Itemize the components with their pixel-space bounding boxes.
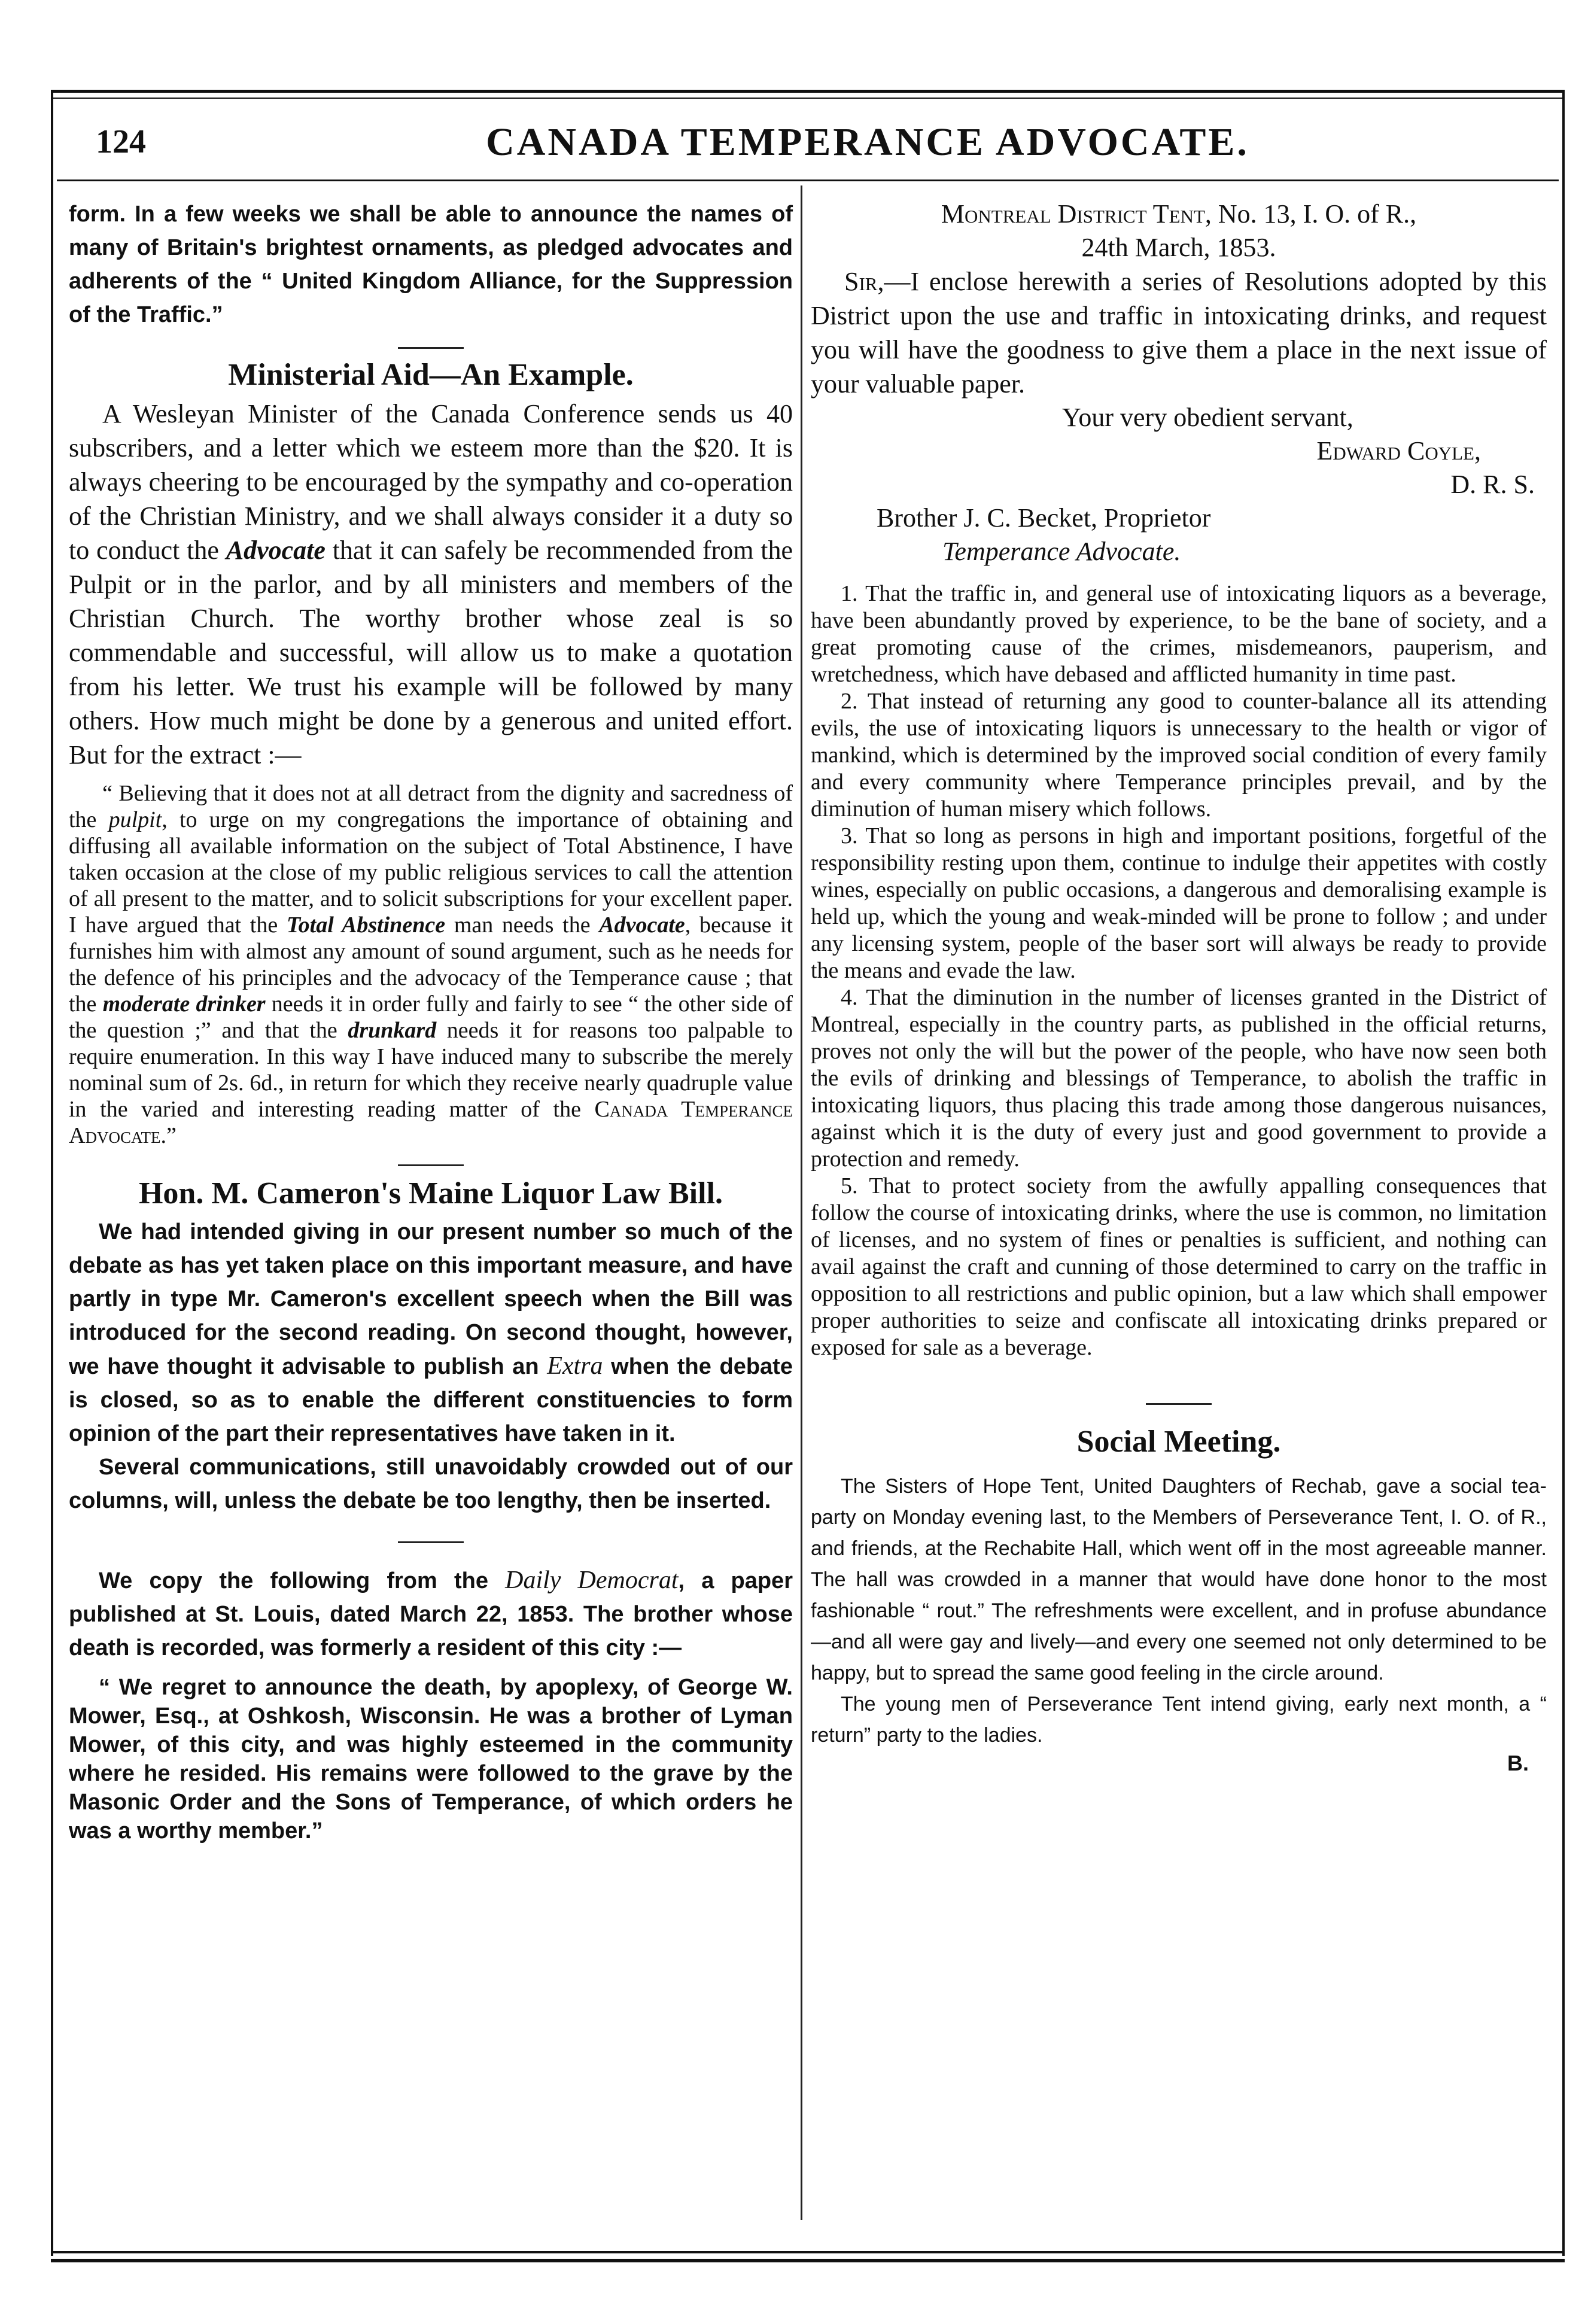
section-rule <box>398 1164 464 1166</box>
resolution-4: 4. That the diminution in the number of licenses granted in the District of Montreal, especially in the country parts, as published in the official returns, proves not only the will but the power of the people, who have now seen both the evils of drinking and blessings of Temperance, to abolish the traffic in intoxicating liquors, thus placing this trade among those dangerous nuisances, against which it is the duty of every just and good government to provide a protection and remedy. <box>811 985 1547 1172</box>
letter-addressee: Brother J. C. Becket, Proprietor <box>877 503 1211 533</box>
return-party-paragraph: The young men of Perseverance Tent intend giving, early next month, a “ return” party to the ladies. <box>811 1693 1547 1747</box>
page-number: 124 <box>96 123 146 160</box>
section-rule <box>398 347 464 349</box>
section-rule <box>1146 1403 1212 1405</box>
daily-democrat-paragraph: We copy the following from the Daily Democrat, a paper published at St. Louis, dated March 22, 1853. The brother whose death is recorded, was formerly a resident of this city :— <box>69 1566 793 1660</box>
bottom-border-rule <box>51 2251 1565 2253</box>
left-border-rule <box>51 90 53 2256</box>
letter-signer-title: D. R. S. <box>1450 470 1535 499</box>
ministerial-quote: “ Believing that it does not at all detract from the dignity and sacredness of the pulpit, to urge on my congregations the importance of obtaining and diffusing all available information on the subject of Total Abstinence, I have taken occasion at the close of my public religious services to call the attention of all present to the matter, and to solicit subscriptions for your excellent paper. I have argued that the Total Abstinence man needs the Advocate, because it furnishes him with almost any amount of sound argument, such as he needs for the defence of his principles and the advocacy of the Temperance cause ; that the moderate drinker needs it in order fully and fairly to see “ the other side of the question ;” and that the drunkard needs it for reasons too palpable to require enumeration. In this way I have induced many to subscribe the merely nominal sum of 2s. 6d., in return for which they receive nearly quadruple value in the varied and interesting reading matter of the Canada Temperance Advocate.” <box>69 781 793 1148</box>
signature: B. <box>1507 1751 1529 1775</box>
resolution-1: 1. That the traffic in, and general use of intoxicating liquors as a beverage, have been abundantly proved by experience, to be the bane of society, and a great promoting cause of the crimes, misdemeanors, pauperism, and wretchedness, which have debased and afflicted humanity in time past. <box>811 581 1547 687</box>
letter-closing: Your very obedient servant, <box>1062 403 1353 432</box>
letter-heading: Montreal District Tent, No. 13, I. O. of R., <box>941 199 1417 229</box>
bottom-border-rule-thick <box>51 2259 1565 2262</box>
header-rule <box>57 180 1559 181</box>
letter-signer: Edward Coyle, <box>1316 436 1481 466</box>
resolution-2: 2. That instead of returning any good to counter-balance all its attending evils, the use of intoxicating liquors is unnecessary to the health or vigor of mankind, which is determined by the improved social condition of every family and every community where Temperance principles prevail, and by the diminution of human misery which follows. <box>811 689 1547 822</box>
ministerial-paragraph: A Wesleyan Minister of the Canada Conference sends us 40 subscribers, and a letter which we esteem more than the $20. It is always cheering to be encouraged by the sympathy and co-operation of the Christian Ministry, and we shall always consider it a duty so to conduct the Advocate that it can safely be recommended from the Pulpit or in the parlor, and by all ministers and members of the Christian Church. The worthy brother whose zeal is so commendable and successful, will allow us to make a quotation from his letter. We trust his example will be followed by many others. How much might be done by a generous and united effort. But for the extract :— <box>69 399 793 769</box>
letter-paper-name: Temperance Advocate. <box>942 537 1181 566</box>
right-column <box>811 197 1547 1776</box>
social-meeting-heading: Social Meeting. <box>1076 1425 1281 1459</box>
left-column <box>69 197 793 1845</box>
column-divider <box>801 185 802 2220</box>
cameron-bill-heading: Hon. M. Cameron's Maine Liquor Law Bill. <box>138 1176 723 1210</box>
letter-body: Sir,—I enclose herewith a series of Resolutions adopted by this District upon the use and traffic in intoxicating drinks, and request you will have the goodness to give them a place in the next issue of your valuable paper. <box>811 267 1547 399</box>
top-border-rule <box>51 90 1565 93</box>
communications-paragraph: Several communications, still unavoidably crowded out of our columns, will, unless the debate be too lengthy, then be inserted. <box>69 1455 793 1513</box>
masthead-title: CANADA TEMPERANCE ADVOCATE. <box>486 120 1249 164</box>
letter-date: 24th March, 1853. <box>1081 233 1276 262</box>
resolution-3: 3. That so long as persons in high and important positions, forgetful of the responsibility resting upon them, continue to indulge their appetites with costly wines, especially on public occasions, a dangerous and demoralising example is held up, which the young and weak-minded will be prone to follow ; and under any licensing system, people of the baser sort will always be ready to provide the means and evade the law. <box>811 823 1547 983</box>
top-border-rule-thin <box>51 98 1565 99</box>
social-meeting-paragraph: The Sisters of Hope Tent, United Daughters of Rechab, gave a social tea-party on Monday evening last, to the Members of Perseverance Tent, I. O. of R., and friends, at the Rechabite Hall, which went off in the most agreeable manner. The hall was crowded in a manner that would have done honor to the most fashionable “ rout.” The refreshments were excellent, and in profuse abundance—and all were gay and lively—and every one seemed not only determined to be happy, but to spread the same good feeling in the circle around. <box>811 1475 1547 1684</box>
ministerial-aid-heading: Ministerial Aid—An Example. <box>228 358 634 392</box>
intro-paragraph: form. In a few weeks we shall be able to announce the names of many of Britain's brightest ornaments, as pledged advocates and adherents of the “ United Kingdom Alliance, for the Suppression of the Traffic.” <box>69 202 793 327</box>
daily-democrat-quote: “ We regret to announce the death, by apoplexy, of George W. Mower, Esq., at Oshkosh, Wisconsin. He was a brother of Lyman Mower, of this city, and was highly esteemed in the community where he resided. His remains were followed to the grave by the Masonic Order and the Sons of Temperance, of which orders he was a worthy member.” <box>69 1675 793 1844</box>
cameron-paragraph: We had intended giving in our present number so much of the debate as has yet taken place on this important measure, and have partly in type Mr. Cameron's excellent speech when the Bill was introduced for the second reading. On second thought, however, we have thought it advisable to publish an Extra when the debate is closed, so as to enable the different constituencies to form opinion of the part their representatives have taken in it. <box>69 1219 793 1446</box>
section-rule <box>398 1541 464 1543</box>
right-border-rule <box>1562 90 1565 2256</box>
resolution-5: 5. That to protect society from the awfully appalling consequences that follow the course of intoxicating drinks, where the use is common, no limitation of licenses, and no system of fines or penalties is sufficient, and nothing can avail against the craft and cunning of those determined to carry on the traffic in opposition to all restrictions and public opinion, but a law which shall empower proper authorities to seize and confiscate all intoxicating drinks prepared or exposed for sale as a beverage. <box>811 1173 1547 1360</box>
